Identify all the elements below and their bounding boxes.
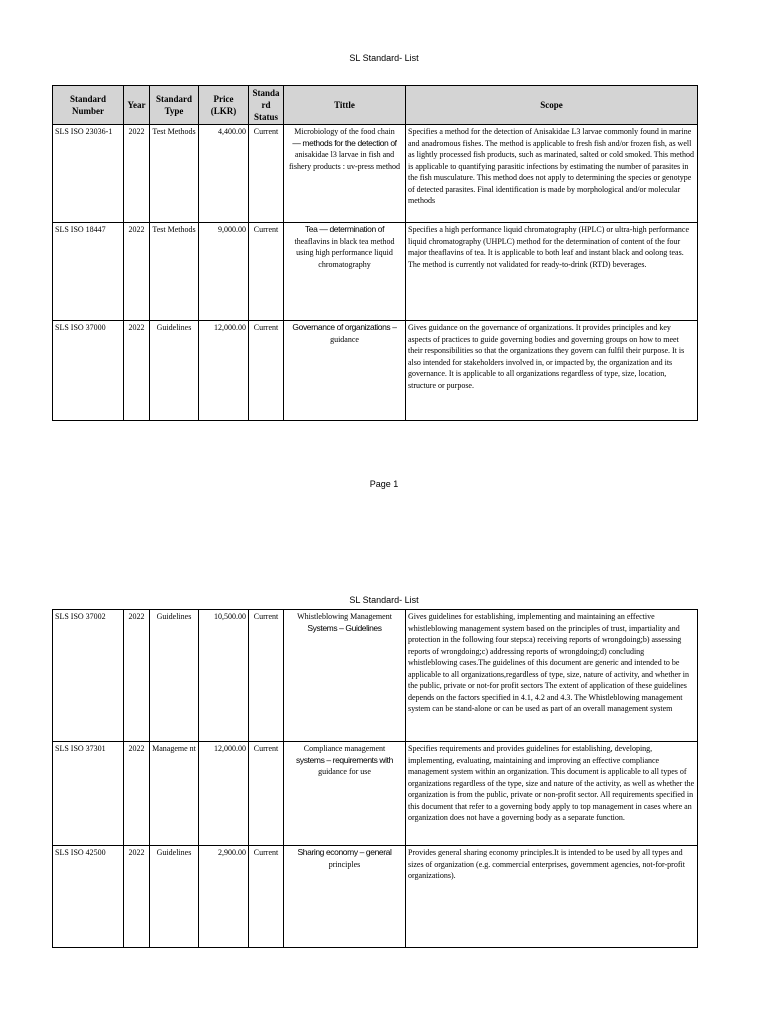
title-line: guidance — [330, 334, 359, 344]
cell-year: 2022 — [124, 321, 150, 421]
title-line: Whistleblowing Management — [297, 612, 392, 621]
table-row — [53, 846, 698, 948]
table-row — [53, 321, 698, 421]
cell-status: Current — [249, 846, 284, 948]
cell-price: 2,900.00 — [199, 846, 249, 948]
title-line: systems – requirements with — [296, 754, 393, 765]
title-line: Compliance management — [303, 744, 386, 753]
cell-standard-number: SLS ISO 37000 — [53, 321, 124, 421]
cell-year: 2022 — [124, 742, 150, 846]
cell-price: 12,000.00 — [199, 321, 249, 421]
cell-standard-type: Manageme nt — [150, 742, 199, 846]
title-line: Systems – Guidelines — [307, 622, 382, 633]
cell-standard-number: SLS ISO 42500 — [53, 846, 124, 948]
standards-table-page-1 — [52, 85, 698, 421]
cell-standard-number: SLS ISO 37301 — [53, 742, 124, 846]
title-line: — methods for the detection of — [292, 137, 397, 148]
cell-price: 4,400.00 — [199, 125, 249, 223]
cell-scope: Specifies a method for the detection of Anisakidae L3 larvae commonly found in marine and anadromous fishes. The method is applicable to fresh fish and/or frozen fish, as well as lightly processed fish products, such as marinated, salted or cold smoked. This method is applicable to quantifying parasitic infections by estimating the number of parasites in the fish musculature. This method does not apply to determining the species or genotype of detected parasites. Final identification is made by morphological and/or molecular methods — [406, 125, 698, 223]
title-line: anisakidae l3 larvae in fish and fishery products : uv-press method — [288, 150, 401, 171]
cell-year: 2022 — [124, 846, 150, 948]
cell-standard-type: Guidelines — [150, 321, 199, 421]
cell-year: 2022 — [124, 125, 150, 223]
cell-title — [284, 223, 406, 321]
cell-year: 2022 — [124, 223, 150, 321]
cell-scope: Gives guidance on the governance of organizations. It provides principles and key aspects of practices to guide governing bodies and governing groups on how to meet their responsibilities so that the organizations they govern can fulfil their purpose. It is also intended for stakeholders involved in, or impacted by, the organization and its governance. It is applicable to all organizations regardless of type, size, location, structure or purpose. — [406, 321, 698, 421]
cell-title — [284, 610, 406, 742]
cell-status: Current — [249, 125, 284, 223]
cell-standard-type: Guidelines — [150, 610, 199, 742]
table-row — [53, 742, 698, 846]
title-line: Tea — determination of — [304, 224, 385, 234]
cell-price: 9,000.00 — [199, 223, 249, 321]
cell-title — [284, 125, 406, 223]
title-line: guidance for use — [318, 767, 371, 776]
cell-standard-type: Test Methods — [150, 125, 199, 223]
standards-table-page-2 — [52, 609, 698, 948]
sheet-title: SL Standard- List — [349, 595, 419, 605]
cell-standard-number: SLS ISO 37002 — [53, 610, 124, 742]
header-year: Year — [124, 86, 150, 125]
table-row — [53, 125, 698, 223]
cell-status: Current — [249, 610, 284, 742]
header-standard-status: Standa rd Status — [249, 86, 284, 125]
cell-scope: Provides general sharing economy principles.It is intended to be used by all types and sizes of organization (e.g. commercial enterprises, government agencies, not-for-profit organizations). — [406, 846, 698, 948]
cell-status: Current — [249, 223, 284, 321]
cell-year: 2022 — [124, 610, 150, 742]
cell-title — [284, 742, 406, 846]
header-price: Price (LKR) — [199, 86, 249, 125]
title-line: Microbiology of the food chain — [294, 127, 395, 136]
table-row — [53, 610, 698, 742]
cell-scope: Specifies requirements and provides guidelines for establishing, developing, implementing, evaluating, maintaining and improving an effective compliance management system within an organization. This document is applicable to all types of organizations regardless of the type, size and nature of the activity, as well as whether the organization is from the public, private or non-profit sector. All requirements specified in this document that refer to a governing body apply to top management in cases where an organization does not have a governing body as a separate function. — [406, 742, 698, 846]
title-line: Sharing economy – general — [297, 847, 392, 857]
title-line: Governance of organizations – — [292, 322, 397, 332]
cell-standard-type: Guidelines — [150, 846, 199, 948]
cell-standard-number: SLS ISO 18447 — [53, 223, 124, 321]
header-scope: Scope — [406, 86, 698, 125]
table-row — [53, 223, 698, 321]
header-standard-number: Standard Number — [53, 86, 124, 125]
cell-scope: Gives guidelines for establishing, implementing and maintaining an effective whistleblowing management system based on the principles of trust, impartiality and protection in the following four steps:a) receiving reports of wrongdoing;b) assessing reports of wrongdoing;c) addressing reports of wrongdoing;d) concluding whistleblowing cases.The guidelines of this document are generic and intended to be applicable to all organizations,regardless of type, size, nature of activity, and whether in the public, private or not-for profit sectors The extent of application of these guidelines depends on the factors specified in 4.1, 4.2 and 4.3. The Whistleblowing management system can be stand-alone or can be used as part of an overall management system — [406, 610, 698, 742]
cell-price: 12,000.00 — [199, 742, 249, 846]
cell-status: Current — [249, 742, 284, 846]
header-standard-type: Standard Type — [150, 86, 199, 125]
cell-standard-number: SLS ISO 23036-1 — [53, 125, 124, 223]
page-number: Page 1 — [369, 479, 399, 489]
cell-status: Current — [249, 321, 284, 421]
table-header-row — [53, 86, 698, 125]
title-line: principles — [328, 859, 361, 869]
cell-scope: Specifies a high performance liquid chromatography (HPLC) or ultra-high performance liquid chromatography (UHPLC) method for the determination of content of the four major theaflavins of tea. It is applicable to both leaf and instant black and oolong teas. The method is currently not validated for ready-to-drink (RTD) beverages. — [406, 223, 698, 321]
cell-title — [284, 321, 406, 421]
header-title: Tittle — [284, 86, 406, 125]
sheet-title: SL Standard- List — [349, 53, 419, 63]
cell-title — [284, 846, 406, 948]
cell-price: 10,500.00 — [199, 610, 249, 742]
title-line: theaflavins in black tea method using high performance liquid chromatography — [294, 236, 395, 269]
cell-standard-type: Test Methods — [150, 223, 199, 321]
